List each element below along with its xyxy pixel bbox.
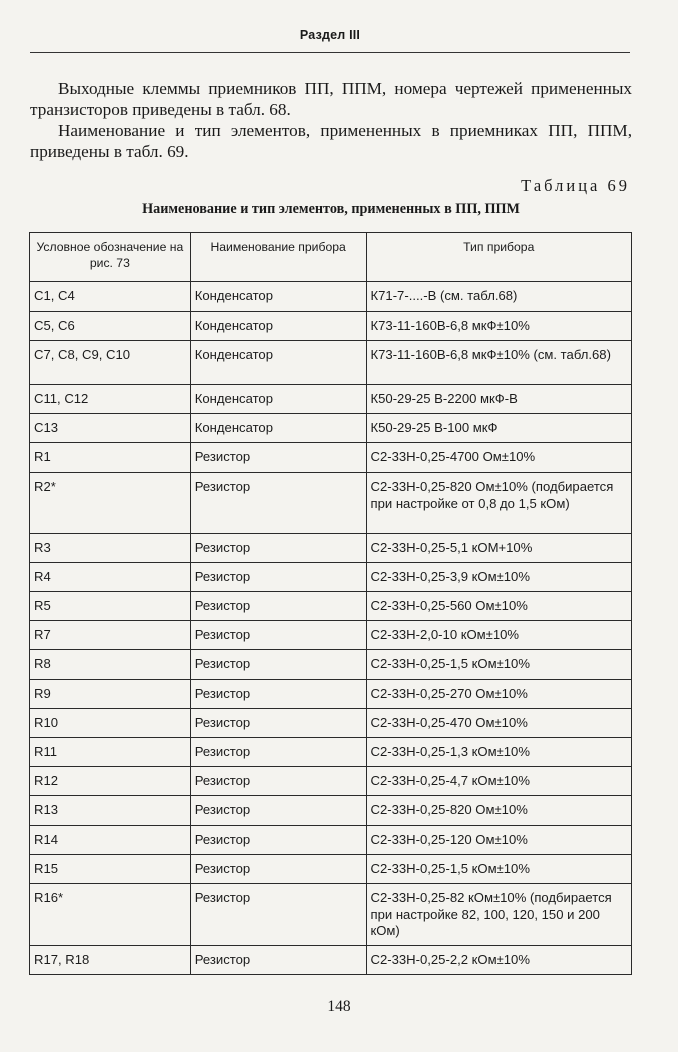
page-number: 148	[327, 998, 351, 1015]
table-row	[30, 341, 632, 385]
cell-designation: R17, R18	[30, 946, 191, 975]
table-row	[30, 282, 632, 312]
cell-device-type: С2-33Н-0,25-1,5 кОм±10%	[366, 650, 632, 680]
cell-device-name: Резистор	[190, 855, 366, 884]
cell-device-type: С2-33Н-2,0-10 кОм±10%	[366, 621, 632, 650]
table-row	[30, 738, 632, 767]
cell-designation: R11	[30, 738, 191, 767]
cell-device-name: Конденсатор	[190, 385, 366, 414]
cell-designation: R1	[30, 443, 191, 473]
cell-designation: R12	[30, 767, 191, 796]
cell-device-name: Резистор	[190, 884, 366, 946]
cell-device-type: С2-33Н-0,25-1,3 кОм±10%	[366, 738, 632, 767]
cell-device-type: С2-33Н-0,25-270 Ом±10%	[366, 680, 632, 709]
cell-designation: R7	[30, 621, 191, 650]
cell-device-type: С2-33Н-0,25-560 Ом±10%	[366, 592, 632, 621]
cell-device-name: Резистор	[190, 443, 366, 473]
cell-device-name: Резистор	[190, 563, 366, 592]
cell-device-name: Резистор	[190, 946, 366, 975]
table-row	[30, 414, 632, 443]
cell-designation: С11, С12	[30, 385, 191, 414]
cell-device-name: Резистор	[190, 738, 366, 767]
cell-designation: R13	[30, 796, 191, 826]
cell-device-type: С2-33Н-0,25-470 Ом±10%	[366, 709, 632, 738]
table-row	[30, 884, 632, 946]
table-row	[30, 592, 632, 621]
section-header: Раздел III	[299, 28, 361, 42]
table-row	[30, 473, 632, 534]
cell-designation: R9	[30, 680, 191, 709]
cell-designation: R8	[30, 650, 191, 680]
cell-designation: R14	[30, 826, 191, 855]
cell-device-type: С2-33Н-0,25-820 Ом±10%	[366, 796, 632, 826]
table-row	[30, 312, 632, 341]
cell-device-name: Резистор	[190, 534, 366, 563]
cell-designation: R4	[30, 563, 191, 592]
table-row	[30, 563, 632, 592]
table-row	[30, 946, 632, 975]
cell-device-type: С2-33Н-0,25-4700 Ом±10%	[366, 443, 632, 473]
cell-device-type: К50-29-25 В-2200 мкФ-В	[366, 385, 632, 414]
cell-device-name: Резистор	[190, 709, 366, 738]
cell-designation: С1, С4	[30, 282, 191, 312]
cell-device-type: К71-7-....-В (см. табл.68)	[366, 282, 632, 312]
table-header-row	[30, 233, 632, 282]
cell-designation: С5, С6	[30, 312, 191, 341]
parts-table	[29, 232, 632, 975]
column-header-device-name: Наименование прибора	[190, 233, 366, 282]
cell-device-name: Резистор	[190, 473, 366, 534]
cell-device-name: Конденсатор	[190, 312, 366, 341]
table-row	[30, 767, 632, 796]
table-row	[30, 709, 632, 738]
cell-device-name: Резистор	[190, 621, 366, 650]
cell-device-name: Конденсатор	[190, 282, 366, 312]
table-row	[30, 855, 632, 884]
table-row	[30, 621, 632, 650]
cell-device-name: Резистор	[190, 826, 366, 855]
cell-designation: R5	[30, 592, 191, 621]
cell-device-name: Конденсатор	[190, 341, 366, 385]
cell-device-name: Резистор	[190, 796, 366, 826]
column-header-designation: Условное обозначение на рис. 73	[30, 233, 191, 282]
column-header-device-type: Тип прибора	[366, 233, 632, 282]
cell-device-type: С2-33Н-0,25-82 кОм±10% (подбирается при настройке 82, 100, 120, 150 и 200 кОм)	[366, 884, 632, 946]
cell-designation: R3	[30, 534, 191, 563]
cell-device-name: Резистор	[190, 650, 366, 680]
table-row	[30, 443, 632, 473]
paragraph-elements: Наименование и тип элементов, примененных в приемниках ПП, ППМ, приведены в табл. 69.	[30, 121, 632, 161]
cell-device-name: Резистор	[190, 767, 366, 796]
cell-device-name: Резистор	[190, 592, 366, 621]
table-body	[30, 282, 632, 975]
cell-device-type: К73-11-160В-6,8 мкФ±10%	[366, 312, 632, 341]
cell-device-type: С2-33Н-0,25-820 Ом±10% (подбирается при настройке от 0,8 до 1,5 кОм)	[366, 473, 632, 534]
cell-designation: С7, С8, С9, С10	[30, 341, 191, 385]
table-row	[30, 680, 632, 709]
cell-device-type: С2-33Н-0,25-4,7 кОм±10%	[366, 767, 632, 796]
cell-device-name: Резистор	[190, 680, 366, 709]
cell-device-type: К73-11-160В-6,8 мкФ±10% (см. табл.68)	[366, 341, 632, 385]
table-label: Таблица 69	[521, 176, 630, 195]
table-row	[30, 826, 632, 855]
cell-device-type: С2-33Н-0,25-1,5 кОм±10%	[366, 855, 632, 884]
cell-designation: R15	[30, 855, 191, 884]
cell-device-type: С2-33Н-0,25-5,1 кОМ+10%	[366, 534, 632, 563]
paragraph-terminals: Выходные клеммы приемников ПП, ППМ, номера чертежей примененных транзисторов приведены в табл. 68.	[30, 79, 632, 119]
table-row	[30, 385, 632, 414]
header-divider	[30, 52, 630, 53]
cell-device-type: С2-33Н-0,25-2,2 кОм±10%	[366, 946, 632, 975]
table-row	[30, 534, 632, 563]
cell-designation: R16*	[30, 884, 191, 946]
cell-device-type: С2-33Н-0,25-120 Ом±10%	[366, 826, 632, 855]
cell-device-name: Конденсатор	[190, 414, 366, 443]
cell-designation: С13	[30, 414, 191, 443]
table-row	[30, 796, 632, 826]
cell-designation: R10	[30, 709, 191, 738]
cell-designation: R2*	[30, 473, 191, 534]
cell-device-type: К50-29-25 В-100 мкФ	[366, 414, 632, 443]
cell-device-type: С2-33Н-0,25-3,9 кОм±10%	[366, 563, 632, 592]
table-title: Наименование и тип элементов, примененных в ПП, ППМ	[142, 201, 520, 217]
table-row	[30, 650, 632, 680]
